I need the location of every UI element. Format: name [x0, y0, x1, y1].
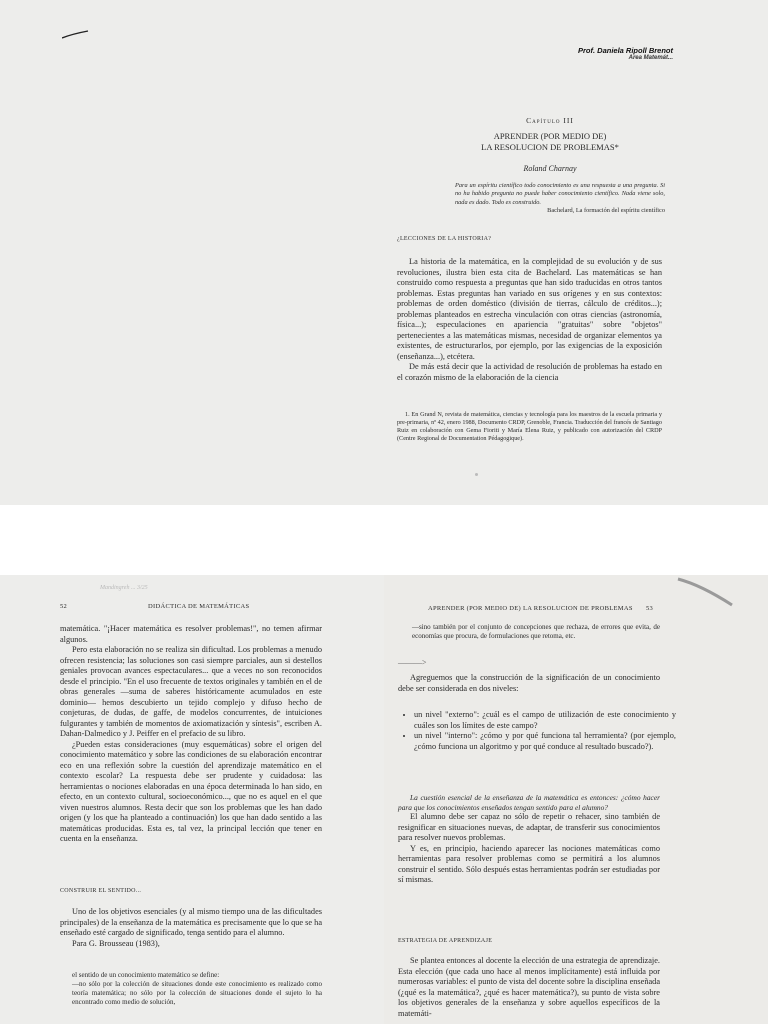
running-header-right: APRENDER (POR MEDIO DE) LA RESOLUCION DE PROBLEMAS: [428, 605, 633, 612]
meaning-body: [60, 907, 322, 949]
page-number-left: 52: [60, 603, 68, 610]
meaning-paragraph-2: Para G. Brousseau (1983),: [72, 938, 160, 948]
epigraph: Para un espíritu científico todo conocimiento es una respuesta a una pregunta. Si no ha habido pregunta no puede haber conocimiento científico. Nada viene solo, nada es dado. Todo es construido.: [455, 182, 665, 206]
left-page-body: [60, 624, 322, 845]
strategy-body: [398, 956, 660, 1019]
levels-list: [398, 710, 676, 752]
strategy-paragraph: Se plantea entonces al docente la elección de una estrategia de aprendizaje. Esta elección (que cada uno hace al menos implícitamente) está influida por numerosas variables: el punto de vista del docente sobre la disciplina enseñada (¿qué es la matemática?, ¿qué es hacer matemática?), su punto de vista sobre los objetivos generales de la enseñanza y sobre aquellos específicos de la matemáti-: [398, 956, 660, 1018]
page-chapter-opening: [0, 0, 768, 505]
levels-paragraph: Agreguemos que la construcción de la significación de un conocimiento debe ser considerada en dos niveles:: [398, 673, 660, 693]
page-curl-mark-icon: [676, 575, 736, 607]
running-header-left: DIDÁCTICA DE MATEMÁTICAS: [148, 603, 250, 610]
section-heading-meaning: CONSTRUIR EL SENTIDO...: [60, 888, 142, 894]
quote-line-3: —sino también por el conjunto de concepciones que rechaza, de errores que evita, de economías que procura, de formulaciones que retoma, etc.: [412, 623, 660, 640]
page-number-right: 53: [646, 605, 654, 612]
footnote-text: 1. En Grand N, revista de matemática, ciencias y tecnología para los maestros de la escuela primaria y pre-primaria, nº 42, enero 1988, Documento CRDP, Grenoble, Francia. Traducción del francés de Santiago Ruiz en colaboración con Gema Fioriti y María Elena Ruiz, y publicado con autorización del CRDP (Centre Regional de Documentation Pédagogique).: [397, 411, 662, 442]
epigraph-source: Bachelard, La formación del espíritu científico: [547, 207, 665, 214]
arrow-mark: ———>: [398, 658, 427, 667]
quote-line-2: —no sólo por la colección de situaciones donde este conocimiento es realizado como teoría matemática; no sólo por la colección de situaciones donde el sujeto lo ha encontrado como medio de solución,: [72, 980, 322, 1006]
section-history-body: [397, 257, 662, 383]
owner-stamp: [563, 46, 673, 62]
level-internal: • un nivel "interno": ¿cómo y por qué funciona tal herramienta? (por ejemplo, ¿cómo funciona un algoritmo y por qué conduce al resultado buscado?).: [414, 731, 676, 752]
key-question-body: [398, 793, 660, 886]
section-heading-history: ¿LECCIONES DE LA HISTORIA?: [397, 236, 492, 242]
quote-line-1: el sentido de un conocimiento matemático se define:: [72, 971, 220, 979]
chapter-author: Roland Charnay: [523, 164, 577, 173]
brousseau-quote: [72, 971, 322, 1007]
left-paragraph-1: matemática. "¡Hacer matemática es resolver problemas!", no temen afirmar algunos.: [60, 624, 322, 644]
left-paragraph-3: ¿Pueden estas consideraciones (muy esquemáticas) sobre el origen del conocimiento matemático y sobre las condiciones de su elaboración encontrar eco en una reflexión sobre la cuestión del aprendizaje matemático en el contexto escolar? La respuesta debe ser prudente y cuidadosa: las herramientas o nociones elaboradas en una época determinada lo han sido, en efecto, en un contexto cultural, socioeconómico..., que no es aquel en el que viven nuestros alumnos. Resta decir que son los problemas que les han dado origen (y los que ha planteado a continuación) los que han dado sentido a las matemáticas producidas. Esta es, tal vez, la principal lección que tener en cuenta en la enseñanza.: [60, 739, 322, 843]
page-53: [384, 575, 768, 1024]
pen-mark-icon: [62, 30, 90, 40]
level-external: • un nivel "externo": ¿cuál es el campo de utilización de este conocimiento y cuáles son los límites de este campo?: [414, 710, 676, 731]
chapter-title-line1: APRENDER (POR MEDIO DE): [493, 131, 607, 141]
page-52: [0, 575, 384, 1024]
history-paragraph-1: La historia de la matemática, en la complejidad de su evolución y de sus revoluciones, ilustra bien esta cita de Bachelard. Las matemáticas se han construido como respuesta a preguntas que han sido traducidas en otros tantos problemas. Estas preguntas han variado en sus orígenes y en sus contextos: problemas de orden doméstico (división de tierras, cálculo de créditos...); problemas planteados en estrecha vinculación con otras ciencias (astronomía, física...); especulaciones en apariencia "gratuitas" sobre "objetos" pertenecientes a las matemáticas mismas, necesidad de organizar elementos ya existentes, de estructurarlos, por ejemplo, por las exigencias de la exposición (enseñanza...), etcétera.: [397, 257, 662, 361]
scan-speck: [475, 473, 478, 476]
key-question: La cuestión esencial de la enseñanza de la matemática es entonces: ¿cómo hacer para que los conocimientos enseñados tengan sentido para el alumno?: [398, 793, 660, 812]
history-paragraph-2: De más está decir que la actividad de resolución de problemas ha estado en el corazón mismo de la elaboración de la ciencia: [397, 362, 662, 382]
stamp-name: Prof. Daniela Ripoll Brenot: [577, 46, 673, 55]
chapter-title-line2: LA RESOLUCION DE PROBLEMAS*: [481, 142, 619, 152]
brousseau-quote-cont: [412, 623, 660, 641]
section-heading-strategy: ESTRATEGIA DE APRENDIZAJE: [398, 938, 493, 944]
chapter-title: [440, 131, 660, 153]
footnote: [397, 411, 662, 443]
left-paragraph-2: Pero esta elaboración no se realiza sin dificultad. Los problemas a menudo ofrecen resistencia; las soluciones son casi siempre parciales, aun si destellos geniales provocan avances espectaculares... que a veces no son reconocidos desde el principio. "En el uso frecuente de textos originales y también en el de obras generales —suma de saberes históricamente acumulados en este dominio— hemos descubierto un tejido complejo y difuso hecho de conjeturas, de dudas, de gaffe, de modelos concurrentes, de intuiciones fulgurantes y también de momentos de axiomatización y síntesis", escriben A. Dahan-Dalmedico y J. Peiffer en el prefacio de su libro.: [60, 645, 322, 738]
chapter-label: Capítulo III: [526, 116, 574, 125]
handwritten-note: Mandingreh ... 3/25: [100, 585, 148, 591]
levels-intro: [398, 673, 660, 694]
right-paragraph-3: El alumno debe ser capaz no sólo de repetir o rehacer, sino también de resignificar en situaciones nuevas, de adaptar, de transferir sus conocimientos para resolver nuevos problemas.: [398, 812, 660, 842]
right-paragraph-4: Y es, en principio, haciendo aparecer las nociones matemáticas como herramientas para resolver problemas como se permitirá a los alumnos construir el sentido. Sólo después estas herramientas podrán ser estudiadas por sí mismas.: [398, 843, 660, 884]
stamp-area: Area Matemát...: [628, 55, 673, 61]
meaning-paragraph-1: Uno de los objetivos esenciales (y al mismo tiempo una de las dificultades principales) de la enseñanza de la matemática es precisamente que lo que se ha enseñado esté cargado de significado, tenga sentido para el alumno.: [60, 907, 322, 937]
